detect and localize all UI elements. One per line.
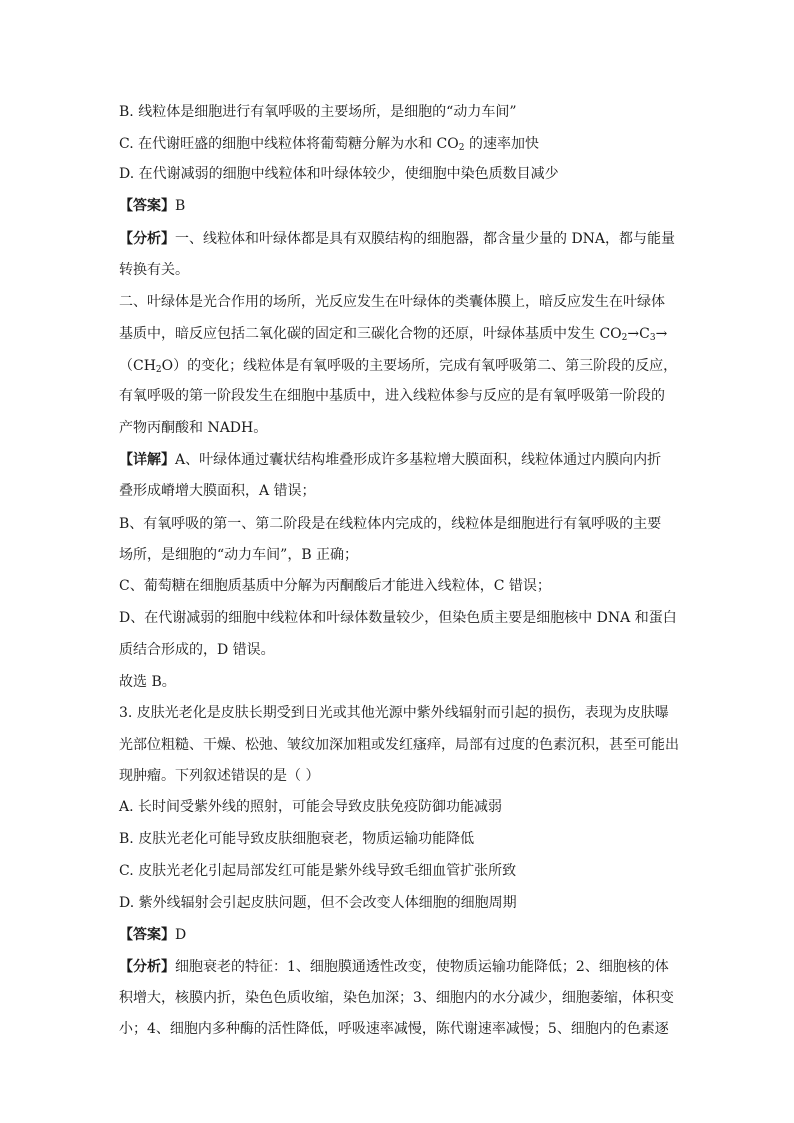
q2-detail-line: 质结合形成的，D 错误。 [119,642,275,658]
q3-stem-line: 现肿瘤。下列叙述错误的是（ ） [119,768,320,784]
q3-stem-line: 3. 皮肤光老化是皮肤长期受到日光或其他光源中紫外线辐射而引起的损伤，表现为皮肤曝 [119,705,669,721]
q2-answer [119,196,185,216]
analysis-text: O）的变化；线粒体是有氧呼吸的主要场所，完成有氧呼吸第二、第三阶段的反应， [161,358,678,374]
subscript: 2 [458,143,465,153]
q3-option-b: B. 皮肤光老化可能导致皮肤细胞衰老，物质运输功能降低 [119,831,475,847]
answer-value: B [175,198,186,214]
q2-option-d: D. 在代谢减弱的细胞中线粒体和叶绿体较少，使细胞中染色质数目减少 [119,166,559,182]
q3-analysis-line: 积增大，核膜内折，染色色质收缩，染色加深；3、细胞内的水分减少，细胞萎缩，体积变 [119,990,674,1006]
q3-analysis-line: 小；4、细胞内多种酶的活性降低，呼吸速率减慢，陈代谢速率减慢；5、细胞内的色素逐 [119,1021,669,1037]
subscript: 2 [155,365,162,375]
subscript: 3 [649,333,656,343]
analysis-tag: 【分析】 [119,959,175,975]
analysis-text: 一、线粒体和叶绿体都是具有双膜结构的细胞器，都含量少量的 DNA，都与能量 [175,231,676,247]
q2-detail-line: B、有氧呼吸的第一、第二阶段是在线粒体内完成的，线粒体是细胞进行有氧呼吸的主要 [119,516,662,532]
q2-conclusion: 故选 B。 [119,674,176,690]
q3-option-d: D. 紫外线辐射会引起皮肤问题，但不会改变人体细胞的细胞周期 [119,895,517,911]
q3-option-c: C. 皮肤光老化引起局部发红可能是紫外线导致毛细血管扩张所致 [119,863,517,879]
q2-analysis-line: 有氧呼吸的第一阶段发生在细胞中基质中，进入线粒体参与反应的是有氧呼吸第一阶段的 [119,388,665,404]
analysis-text: 细胞衰老的特征：1、细胞膜通透性改变，使物质运输功能降低；2、细胞核的体 [175,959,669,975]
detail-tag: 【详解】 [119,452,175,468]
analysis-text: 基质中，暗反应包括二氧化碳的固定和三碳化合物的还原，叶绿体基质中发生 CO [119,326,622,342]
q2-analysis-line: 二、叶绿体是光合作用的场所，光反应发生在叶绿体的类囊体膜上，暗反应发生在叶绿体 [119,294,665,310]
q2-option-c-text-end: 的速率加快 [464,136,539,152]
q3-option-a: A. 长时间受紫外线的照射，可能会导致皮肤免疫防御功能减弱 [119,799,503,815]
q2-analysis-line: 转换有关。 [119,262,189,278]
analysis-text: （CH [119,358,156,374]
detail-text: A、叶绿体通过囊状结构堆叠形成许多基粒增大膜面积，线粒体通过内膜向内折 [175,452,662,468]
analysis-text: →C [627,326,650,342]
answer-value: D [175,927,187,943]
analysis-tag: 【分析】 [119,231,175,247]
q3-stem-line: 光部位粗糙、干燥、松弛、皱纹加深加粗或发红瘙痒，局部有过度的色素沉积，甚至可能出 [119,737,679,753]
q2-option-c [119,134,539,154]
answer-tag: 【答案】 [119,927,175,943]
q2-analysis-line [119,229,675,249]
analysis-text: → [655,326,668,342]
q2-analysis-line [119,356,677,376]
q3-analysis-line [119,957,669,977]
q2-option-b: B. 线粒体是细胞进行有氧呼吸的主要场所，是细胞的“动力车间” [119,104,517,120]
q2-detail-line [119,450,661,470]
q2-detail-line: 叠形成嵴增大膜面积，A 错误； [119,483,316,499]
subscript: 2 [621,333,628,343]
q2-detail-line: 场所，是细胞的“动力车间”，B 正确； [119,547,359,563]
q2-analysis-line [119,324,667,344]
q2-detail-line: D、在代谢减弱的细胞中线粒体和叶绿体数量较少，但染色质主要是细胞核中 DNA 和蛋白 [119,610,677,626]
q3-answer [119,925,186,945]
q2-option-c-text: C. 在代谢旺盛的细胞中线粒体将葡萄糖分解为水和 CO [119,136,459,152]
q2-analysis-line: 产物丙酮酸和 NADH。 [119,420,268,436]
q2-detail-line: C、葡萄糖在细胞质基质中分解为丙酮酸后才能进入线粒体，C 错误； [119,578,551,594]
answer-tag: 【答案】 [119,198,175,214]
